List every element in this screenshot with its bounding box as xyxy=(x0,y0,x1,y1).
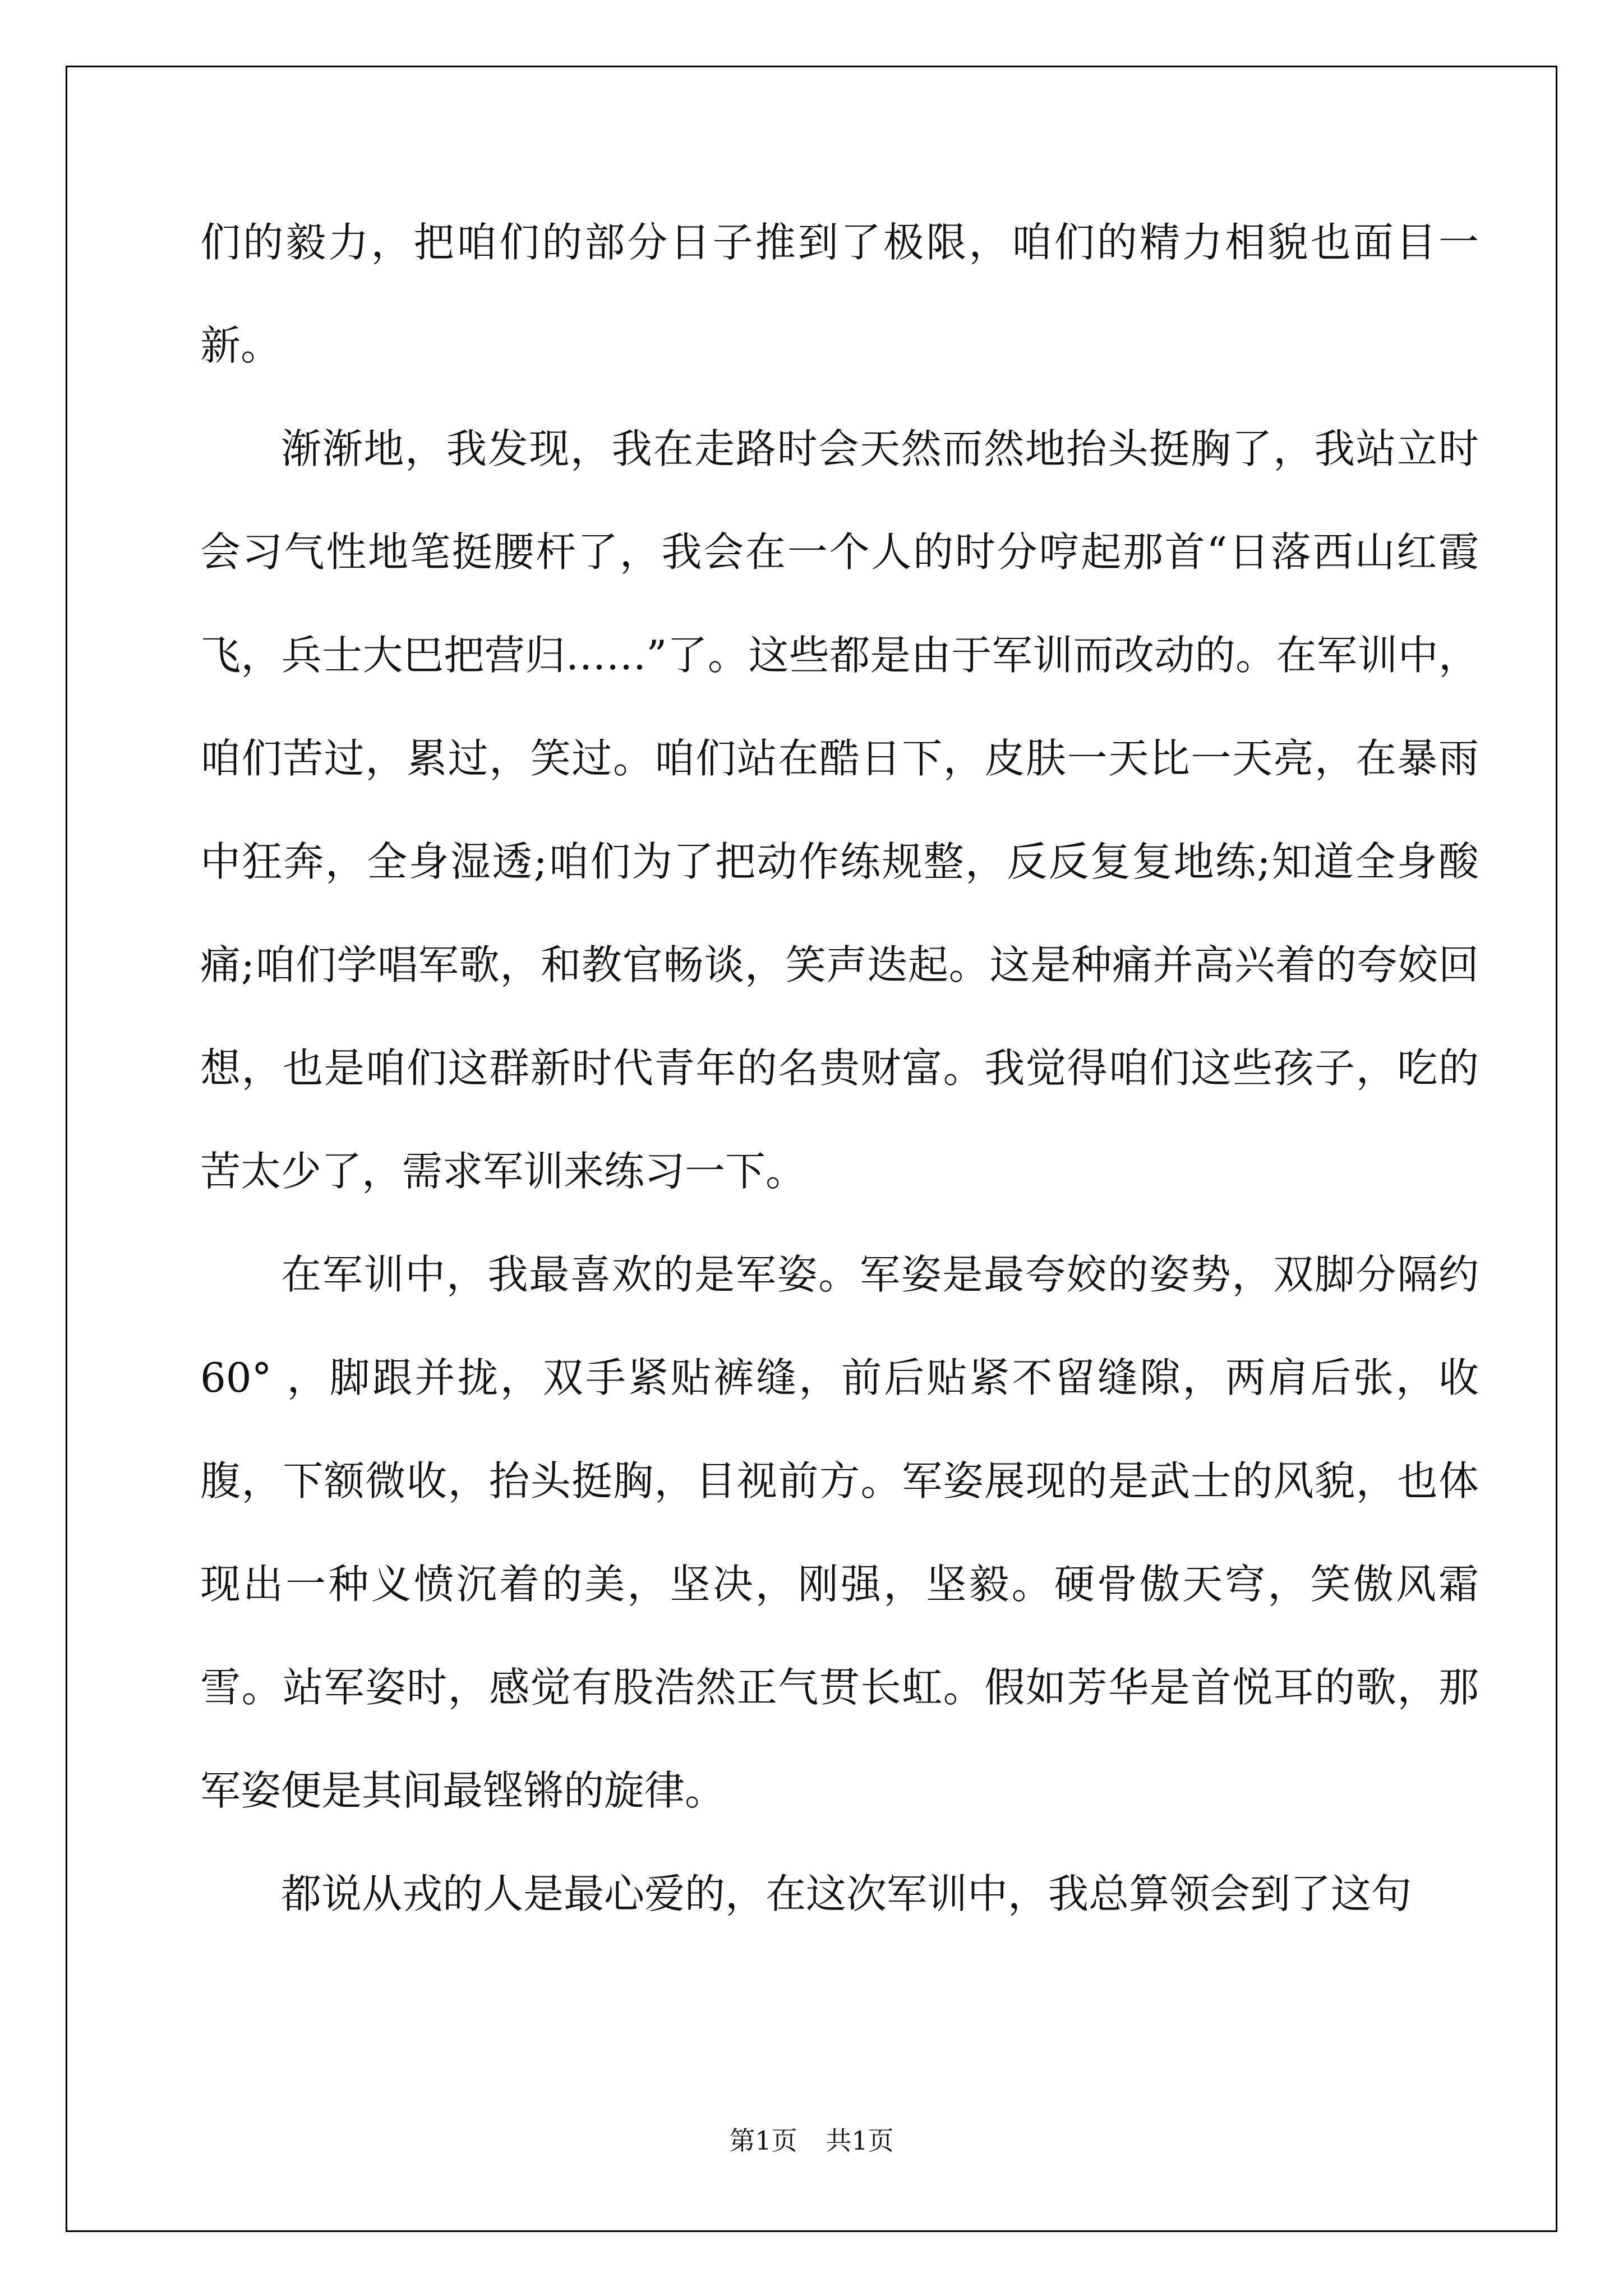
paragraph: 在军训中，我最喜欢的是军姿。军姿是最夸姣的姿势，双脚分隔约 60° ，脚跟并拢，双手紧贴裤缝，前后贴紧不留缝隙，两肩后张，收腹，下额微收，抬头挺胸，目视前方。军姿展现的是武士的风貌，也体现出一种义愤沉着的美，坚决，刚强，坚毅。硬骨傲天穹，笑傲风霜雪。站军姿时，感觉有股浩然正气贯长虹。假如芳华是首悦耳的歌，那军姿便是其间最铿锵的旋律。 xyxy=(200,1251,1479,1814)
page-footer xyxy=(0,2120,1623,2157)
page-total: 共1页 xyxy=(826,2125,894,2156)
paragraph: 渐渐地，我发现，我在走路时会天然而然地抬头挺胸了，我站立时会习气性地笔挺腰杆了，我会在一个人的时分哼起那首“日落西山红霞飞，兵士大巴把营归……”了。这些都是由于军训而改动的。在军训中，咱们苦过，累过，笑过。咱们站在酷日下，皮肤一天比一天亮，在暴雨中狂奔，全身湿透;咱们为了把动作练规整，反反复复地练;知道全身酸痛;咱们学唱军歌，和教官畅谈，笑声迭起。这是种痛并高兴着的夸姣回想，也是咱们这群新时代青年的名贵财富。我觉得咱们这些孩子，吃的苦太少了，需求军训来练习一下。 xyxy=(200,425,1479,1195)
page-number: 第1页 xyxy=(729,2125,797,2156)
paragraph: 们的毅力，把咱们的部分日子推到了极限，咱们的精力相貌也面目一新。 xyxy=(200,219,1479,369)
paragraph: 都说从戎的人是最心爱的，在这次军训中，我总算领会到了这句 xyxy=(281,1870,1412,1917)
document-body xyxy=(200,191,1479,1945)
